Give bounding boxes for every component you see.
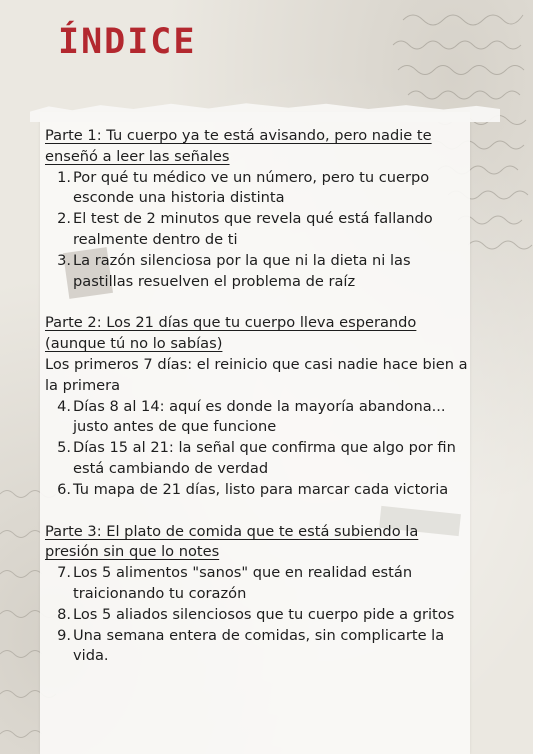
part-2-intro: Los primeros 7 días: el reinicio que casi nadie hace bien a la primera — [45, 355, 468, 394]
item-number: 9 . — [57, 626, 71, 647]
part-3-list — [45, 563, 475, 667]
list-item — [57, 605, 475, 626]
item-number: 4 . — [57, 397, 71, 418]
item-text: Días 15 al 21: la señal que confirma que algo por fin está cambiando de verdad — [73, 439, 456, 477]
item-text: Los 5 aliados silenciosos que tu cuerpo pide a gritos — [73, 605, 455, 623]
list-item — [57, 397, 475, 439]
list-item — [57, 251, 475, 293]
part-3-section — [45, 522, 475, 668]
list-item — [57, 438, 475, 480]
item-number: 3 . — [57, 251, 71, 272]
item-text: Tu mapa de 21 días, listo para marcar cada victoria — [73, 480, 449, 498]
item-text: Por qué tu médico ve un número, pero tu cuerpo esconde una historia distinta — [73, 168, 430, 207]
item-text: Una semana entera de comidas, sin complicarte la vida. — [73, 626, 445, 665]
item-number: 6 . — [57, 480, 71, 501]
list-item — [57, 563, 475, 605]
table-of-contents — [45, 126, 475, 667]
item-number: 2 . — [57, 209, 71, 230]
list-item — [57, 168, 475, 210]
list-item — [57, 480, 475, 501]
part-2-list — [45, 397, 475, 501]
item-number: 5 . — [57, 438, 71, 459]
part-2-section — [45, 313, 475, 500]
list-item — [57, 209, 475, 251]
list-item — [57, 626, 475, 668]
item-number: 1 . — [57, 168, 71, 189]
part-1-section — [45, 126, 475, 292]
item-text: Días 8 al 14: aquí es donde la mayoría abandona... justo antes de que funcione — [73, 397, 446, 436]
page-title: ÍNDICE — [58, 22, 197, 62]
item-number: 7 . — [57, 563, 71, 584]
part-1-list — [45, 168, 475, 293]
item-text: La razón silenciosa por la que ni la dieta ni las pastillas resuelven el problema de raíz — [73, 251, 411, 290]
part-3-heading[interactable]: Parte 3: El plato de comida que te está subiendo la presión sin que lo notes — [45, 522, 419, 561]
item-text: Los 5 alimentos "sanos" que en realidad están traicionando tu corazón — [73, 564, 413, 602]
part-1-heading[interactable]: Parte 1: Tu cuerpo ya te está avisando, pero nadie te enseñó a leer las señales — [45, 127, 432, 165]
item-number: 8 . — [57, 605, 71, 626]
part-2-heading[interactable]: Parte 2: Los 21 días que tu cuerpo lleva esperando (aunque tú no lo sabías) — [45, 314, 417, 353]
item-text: El test de 2 minutos que revela qué está fallando realmente dentro de ti — [73, 210, 433, 248]
